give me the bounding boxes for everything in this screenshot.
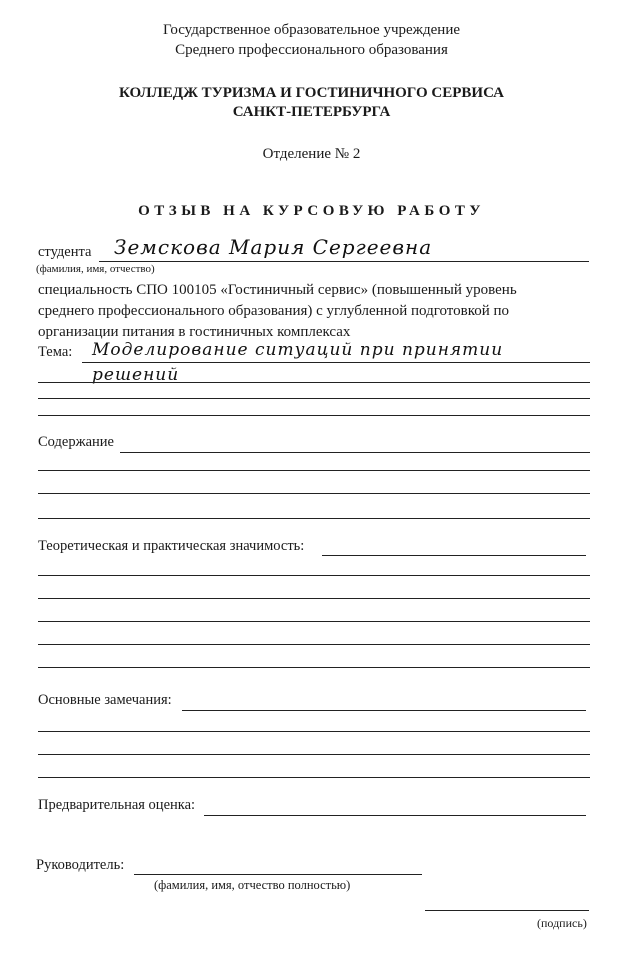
topic-line-1 xyxy=(82,362,590,363)
topic-handwritten-line-1: Моделирование ситуаций при принятии xyxy=(92,340,504,360)
significance-line-2 xyxy=(38,575,590,576)
significance-line-6 xyxy=(38,667,590,668)
significance-line-4 xyxy=(38,621,590,622)
specialty-text xyxy=(38,280,592,343)
topic-line-2 xyxy=(38,382,590,383)
remarks-line-2 xyxy=(38,731,590,732)
remarks-line-1 xyxy=(182,710,586,711)
content-line-3 xyxy=(38,493,590,494)
content-line-1 xyxy=(120,452,590,453)
college-name-line-2: САНКТ-ПЕТЕРБУРГА xyxy=(232,104,391,120)
institution-line-2: Среднего профессионального образования xyxy=(175,42,448,58)
grade-line xyxy=(204,815,586,816)
remarks-line-3 xyxy=(38,754,590,755)
topic-line-4 xyxy=(38,415,590,416)
significance-label: Теоретическая и практическая значимость: xyxy=(38,538,305,554)
supervisor-label: Руководитель: xyxy=(36,857,125,873)
department: Отделение № 2 xyxy=(262,146,361,162)
student-caption: (фамилия, имя, отчество) xyxy=(36,263,155,275)
significance-line-1 xyxy=(322,555,586,556)
college-name-line-1: КОЛЛЕДЖ ТУРИЗМА И ГОСТИНИЧНОГО СЕРВИСА xyxy=(119,85,504,101)
remarks-line-4 xyxy=(38,777,590,778)
topic-label: Тема: xyxy=(38,344,73,360)
specialty-line-2: среднего профессионального образования) с углубленной подготовкой по xyxy=(38,303,510,319)
student-label: студента xyxy=(38,244,92,260)
significance-line-3 xyxy=(38,598,590,599)
student-name-handwritten: Земскова Мария Сергеевна xyxy=(114,235,433,259)
signature-caption: (подпись) xyxy=(537,916,587,930)
document-title: ОТЗЫВ НА КУРСОВУЮ РАБОТУ xyxy=(138,203,485,219)
student-name-line xyxy=(99,261,589,262)
content-line-4 xyxy=(38,518,590,519)
remarks-label: Основные замечания: xyxy=(38,692,172,708)
institution-line-1: Государственное образовательное учреждение xyxy=(162,22,461,38)
significance-line-5 xyxy=(38,644,590,645)
signature-line xyxy=(425,910,589,911)
topic-handwritten-line-2: решений xyxy=(92,365,180,385)
content-line-2 xyxy=(38,470,590,471)
supervisor-line xyxy=(134,874,422,875)
topic-line-3 xyxy=(38,398,590,399)
content-label: Содержание xyxy=(38,434,114,450)
supervisor-caption: (фамилия, имя, отчество полностью) xyxy=(154,878,351,892)
specialty-line-1: специальность СПО 100105 «Гостиничный сервис» (повышенный уровень xyxy=(38,282,517,298)
grade-label: Предварительная оценка: xyxy=(38,797,196,813)
specialty-line-3: организации питания в гостиничных комплексах xyxy=(38,324,351,340)
